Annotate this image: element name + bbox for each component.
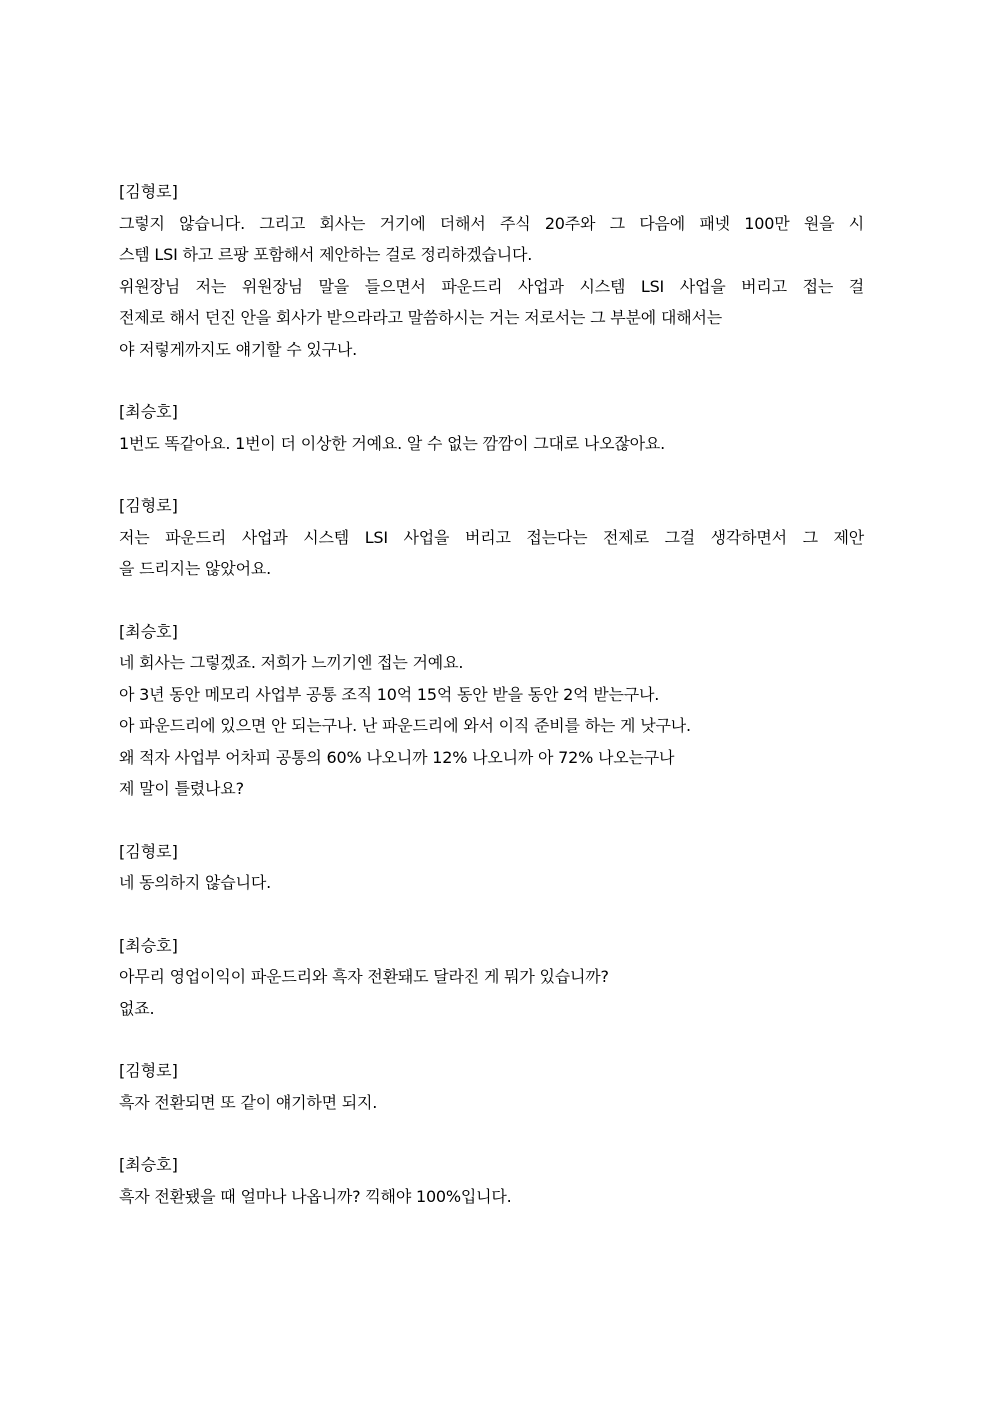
transcript-page bbox=[119, 176, 864, 1243]
speaker-label: [김형로] bbox=[119, 841, 178, 861]
speaker-turn bbox=[119, 1149, 864, 1212]
utterance-line: 아 파운드리에 있으면 안 되는구나. 난 파운드리에 와서 이직 준비를 하는 게 낫구나. bbox=[119, 716, 691, 735]
speaker-label: [최승호] bbox=[119, 621, 178, 641]
speaker-label: [김형로] bbox=[119, 1061, 178, 1080]
utterance-line: 네 동의하지 않습니다. bbox=[119, 873, 271, 892]
utterance-line: 왜 적자 사업부 어차피 공통의 60% 나오니까 12% 나오니까 아 72% 나오는구나 bbox=[119, 747, 675, 767]
utterance-line: 제 말이 틀렸나요? bbox=[119, 779, 244, 798]
utterance-line: 흑자 전환됐을 때 얼마나 나옵니까? 끽해야 100%입니다. bbox=[119, 1186, 512, 1206]
utterance-line: 아 3년 동안 메모리 사업부 공통 조직 10억 15억 동안 받을 동안 2억 받는구나. bbox=[119, 684, 660, 704]
utterance-line: 그렇지 않습니다. 그리고 회사는 거기에 더해서 주식 20주와 그 다음에 패넷 100만 원을 시 bbox=[119, 213, 864, 233]
speaker-turn bbox=[119, 490, 864, 585]
utterance-line: 흑자 전환되면 또 같이 얘기하면 되지. bbox=[119, 1092, 378, 1112]
utterance-line: 야 저렇게까지도 얘기할 수 있구나. bbox=[119, 339, 358, 359]
utterance-line: 저는 파운드리 사업과 시스템 LSI 사업을 버리고 접는다는 전제로 그걸 생각하면서 그 제안 bbox=[119, 527, 865, 547]
utterance-line: 네 회사는 그렇겠죠. 저희가 느끼기엔 접는 거예요. bbox=[119, 653, 464, 672]
speaker-label: [최승호] bbox=[119, 402, 178, 421]
utterance-line: 전제로 해서 던진 안을 회사가 받으라라고 말씀하시는 거는 저로서는 그 부분에 대해서는 bbox=[119, 308, 722, 327]
speaker-label: [최승호] bbox=[119, 935, 178, 955]
utterance-line: 1번도 똑같아요. 1번이 더 이상한 거예요. 알 수 없는 깜깜이 그대로 나오잖아요. bbox=[119, 433, 666, 453]
utterance-line: 을 드리지는 않았어요. bbox=[119, 559, 271, 578]
speaker-turn bbox=[119, 1055, 864, 1118]
speaker-label: [김형로] bbox=[119, 496, 178, 515]
utterance-line: 위원장님 저는 위원장님 말을 들으면서 파운드리 사업과 시스템 LSI 사업을 버리고 접는 걸 bbox=[119, 276, 865, 296]
speaker-turn bbox=[119, 836, 864, 899]
speaker-turn bbox=[119, 930, 864, 1025]
utterance-line: 스템 LSI 하고 르팡 포함해서 제안하는 걸로 정리하겠습니다. bbox=[119, 245, 533, 264]
speaker-label: [최승호] bbox=[119, 1155, 178, 1174]
utterance-line: 없죠. bbox=[119, 998, 155, 1018]
speaker-turn bbox=[119, 396, 864, 459]
utterance-line: 아무리 영업이익이 파운드리와 흑자 전환돼도 달라진 게 뭐가 있습니까? bbox=[119, 967, 609, 986]
speaker-turn bbox=[119, 176, 864, 365]
speaker-turn bbox=[119, 616, 864, 805]
speaker-label: [김형로] bbox=[119, 182, 178, 201]
